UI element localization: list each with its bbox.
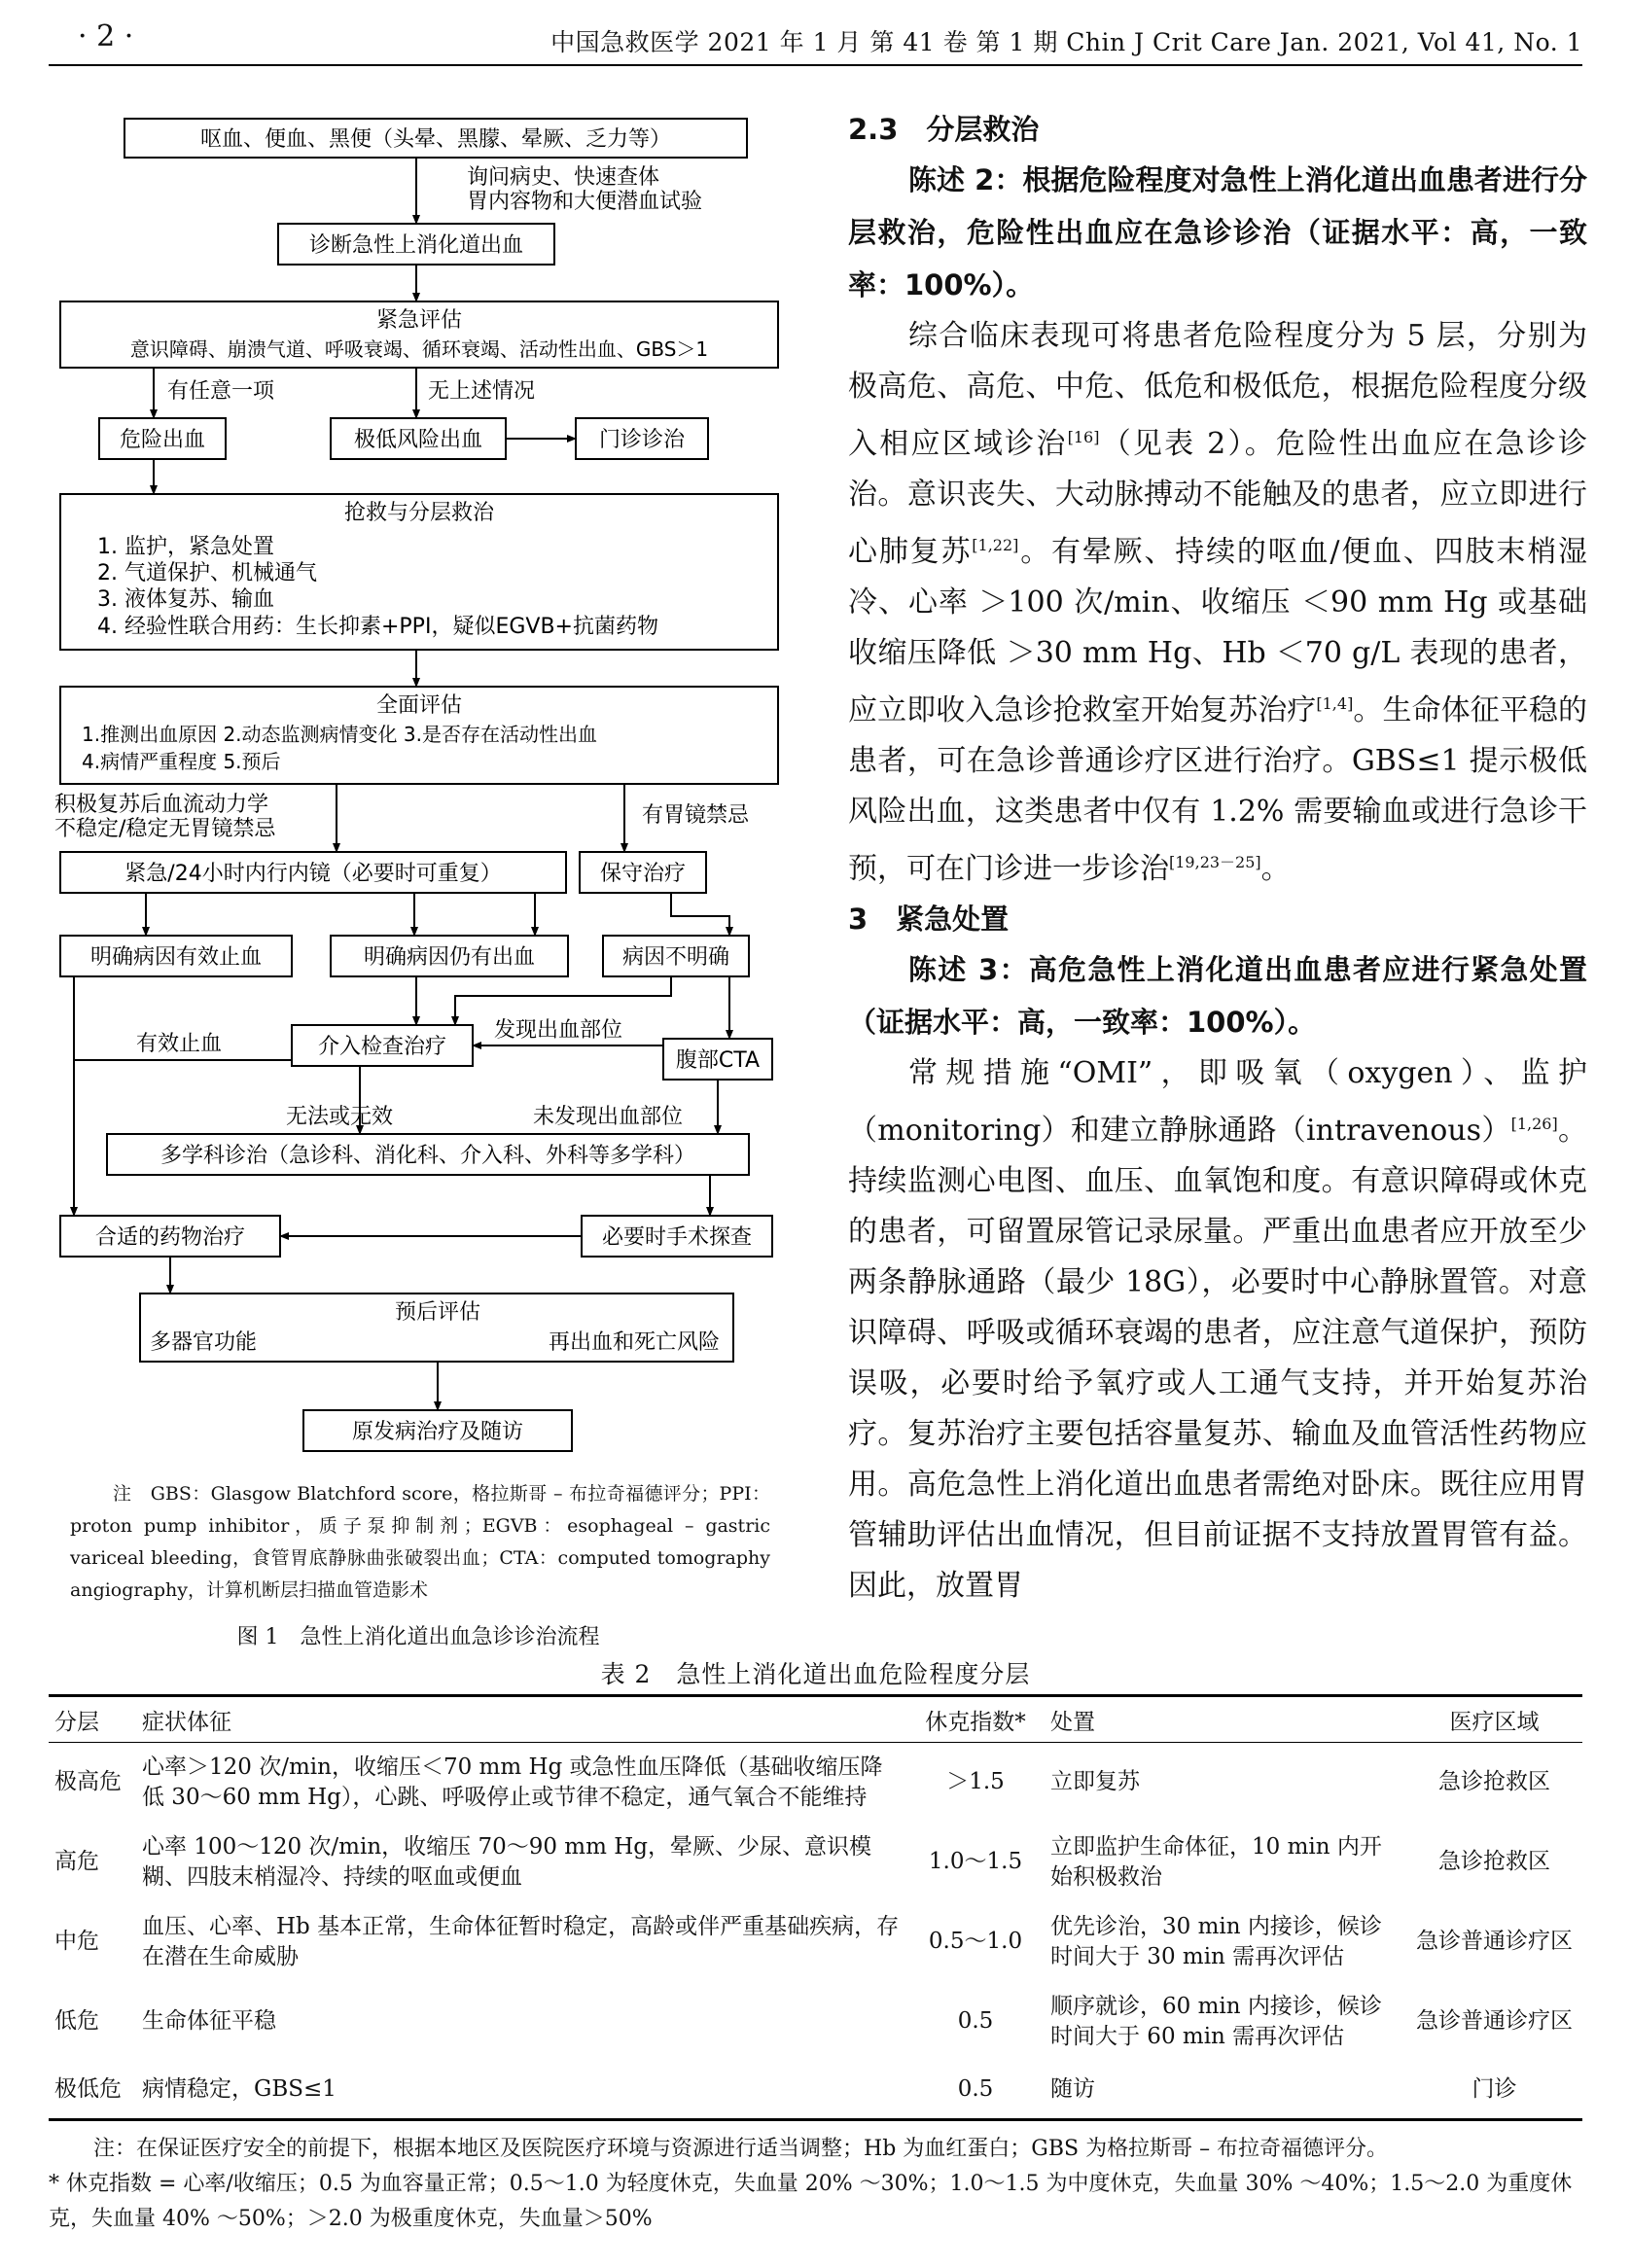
fc-mdt: 多学科诊治（急诊科、消化科、介入科、外科等多学科）	[160, 1144, 696, 1168]
fc-right-cond: 有胃镜禁忌	[642, 803, 750, 828]
table-cell: 优先诊治，30 min 内接诊，候诊时间大于 30 min 需再次评估	[1050, 1913, 1382, 1969]
p1-text-d: 。生命体征平稳的患者，可在急诊普通诊疗区进行治疗。GBS≤1 提示极低风险出血，这类患者中仅有 1.2% 需要输血或进行急诊干预，可在门诊进一步诊治	[848, 693, 1587, 886]
paragraph-2	[848, 1048, 1587, 1612]
table-title: 表 2 急性上消化道出血危险程度分层	[600, 1660, 1031, 1688]
table-cell: 急诊普通诊疗区	[1416, 2008, 1573, 2034]
paragraph-1	[848, 311, 1587, 895]
table-note-1: 注：在保证医疗安全的前提下，根据本地区及医院医疗环境与资源进行适当调整；Hb 为血红蛋白；GBS 为格拉斯哥 – 布拉奇福德评分。	[93, 2137, 1389, 2161]
fc-cause-unknown: 病因不明确	[621, 945, 730, 970]
fc-arrow	[671, 893, 729, 936]
fc-prognosis-left: 多器官功能	[150, 1330, 258, 1355]
citation: [1,22]	[972, 536, 1019, 554]
statement-3: 陈述 3：高危急性上消化道出血患者应进行紧急处置（证据水平：高，一致率：100%）。	[848, 953, 1587, 1039]
fc-not-found: 未发现出血部位	[533, 1105, 684, 1129]
p1-text-e: 。	[1260, 852, 1291, 886]
fc-branch-any: 有任意一项	[167, 379, 275, 404]
page-number: · 2 ·	[78, 19, 134, 53]
table-cell: 0.5	[957, 2008, 994, 2034]
fc-note2: 胃内容物和大便潜血试验	[467, 190, 703, 214]
table-header: 医疗区域	[1449, 1709, 1540, 1735]
fc-full-title: 全面评估	[375, 693, 463, 718]
journal-header: 中国急救医学 2021 年 1 月 第 41 卷 第 1 期 Chin J Crit Care Jan. 2021, Vol 41, No. 1	[550, 28, 1582, 56]
table-cell: 低危	[54, 2008, 99, 2034]
fc-surgery: 必要时手术探查	[601, 1225, 753, 1250]
p1-text-c: 。有晕厥、持续的呕血/便血、四肢末梢湿冷、心率 ＞100 次/min、收缩压 ＜90 mm Hg 或基础收缩压降低 ＞30 mm Hg、Hb ＜70 g/L 表现的患者，应立即收入急诊抢救室开始复苏治疗	[848, 535, 1588, 727]
risk-table	[49, 1694, 1582, 2121]
fc-primary: 原发病治疗及随访	[351, 1420, 524, 1444]
fc-rescue-title: 抢救与分层救治	[343, 501, 495, 525]
fc-diagnose: 诊断急性上消化道出血	[308, 233, 524, 258]
table-cell: 心率 100～120 次/min，收缩压 70～90 mm Hg，晕厥、少尿、意识模糊、四肢末梢湿冷、持续的呕血或便血	[142, 1833, 872, 1890]
table-cell: 急诊普通诊疗区	[1416, 1929, 1573, 1954]
table-header-row	[49, 1696, 1582, 1743]
table-cell: 随访	[1050, 2076, 1095, 2103]
fc-prognosis-right: 再出血和死亡风险	[548, 1330, 720, 1355]
fc-start: 呕血、便血、黑便（头晕、黑朦、晕厥、乏力等）	[199, 127, 672, 152]
p1-text-a: 综合临床表现可将患者危险程度分为 5 层，分别为极高危、高危、中危、低危和极低危，根据危险程度分级入相应区域诊治	[848, 319, 1587, 461]
fc-effective: 有效止血	[136, 1032, 223, 1056]
table-header: 休克指数*	[925, 1709, 1026, 1735]
table-cell: ＞1.5	[946, 1769, 1005, 1795]
fc-urgent-title: 紧急评估	[375, 308, 463, 333]
table-cell: 极高危	[54, 1769, 122, 1795]
table-cell: 急诊抢救区	[1438, 1769, 1550, 1795]
table-cell: 顺序就诊，60 min 内接诊，候诊时间大于 60 min 需再次评估	[1050, 1993, 1382, 2049]
p2-text-b: 。持续监测心电图、血压、血氧饱和度。有意识障碍或休克的患者，可留置尿管记录尿量。严重出血患者应开放至少两条静脉通路（最少 18G），必要时中心静脉置管。对意识障碍、呼吸或循环衰竭的患者，应注意气道保护，预防误吸，必要时给予氧疗或人工通气支持，并开始复苏治疗。复苏治疗主要包括容量复苏、输血及血管活性药物应用。高危急性上消化道出血患者需绝对卧床。既往应用胃管辅助评估出血情况，但目前证据不支持放置胃管有益。因此，放置胃	[848, 1114, 1587, 1603]
table-cell: 立即复苏	[1050, 1769, 1140, 1795]
citation: [19,23－25]	[1169, 853, 1261, 871]
fc-endoscopy: 紧急/24小时内行内镜（必要时可重复）	[124, 862, 502, 886]
right-column	[848, 105, 1587, 1612]
table-row	[49, 1982, 1582, 2062]
table-row	[49, 1902, 1582, 1982]
fc-danger: 危险出血	[119, 428, 206, 452]
table-cell: 高危	[54, 1849, 99, 1874]
fc-rescue-1: 1. 监护，紧急处置	[97, 535, 274, 559]
citation: [1,26]	[1510, 1115, 1558, 1133]
fc-intervention: 介入检查治疗	[317, 1035, 447, 1059]
table-header: 症状体征	[142, 1709, 231, 1735]
fc-left-cond2: 不稳定/稳定无胃镜禁忌	[54, 817, 276, 841]
fc-branch-none: 无上述情况	[428, 379, 536, 404]
header-rule	[49, 64, 1582, 66]
fc-cause-bleeding: 明确病因仍有出血	[363, 945, 536, 970]
table-row	[49, 1823, 1582, 1902]
table-cell: 生命体征平稳	[142, 2008, 276, 2034]
figure-note: 注 GBS：Glasgow Blatchford score，格拉斯哥 – 布拉奇福德评分；PPI：proton pump inhibitor，质子泵抑制剂；EGVB：esophageal – gastric variceal bleeding，食管胃底静脉曲张破裂出血；CTA：computed tomography angiography，计算机断层扫描血管造影术	[70, 1483, 770, 1601]
table-cell: 立即监护生命体征，10 min 内开始积极救治	[1050, 1833, 1382, 1890]
fc-full-1: 1.推测出血原因 2.动态监测病情变化 3.是否存在活动性出血	[82, 723, 597, 746]
table-cell: 急诊抢救区	[1438, 1849, 1550, 1874]
table-cell: 心率＞120 次/min，收缩压＜70 mm Hg 或急性血压降低（基础收缩压降低 30～60 mm Hg），心跳、呼吸停止或节律不稳定，通气氧合不能维持	[142, 1754, 883, 1810]
table-cell: 0.5	[957, 2076, 994, 2103]
fc-outpatient: 门诊诊治	[598, 428, 686, 452]
p2-text-a: 常规措施“OMI”，即吸氧（oxygen）、监护（monitoring）和建立静脉通路（intravenous）	[848, 1056, 1587, 1148]
p1-text-b: （见表 2）。危险性出血应在急诊诊治。意识丧失、大动脉搏动不能触及的患者，应立即进行心肺复苏	[848, 427, 1588, 569]
table-header: 处置	[1050, 1709, 1095, 1735]
table-row	[49, 1743, 1582, 1823]
fc-cause-stopped: 明确病因有效止血	[89, 945, 263, 970]
table-note-2: * 休克指数 = 心率/收缩压；0.5 为血容量正常；0.5～1.0 为轻度休克，失血量 20% ～30%；1.0～1.5 为中度休克，失血量 30% ～40%；1.5～2.0 为重度休克，失血量 40% ～50%；＞2.0 为极重度休克，失血量＞50%	[49, 2172, 1573, 2231]
fc-rescue-3: 3. 液体复苏、输血	[97, 587, 274, 612]
table-cell: 极低危	[54, 2076, 122, 2103]
table-cell: 中危	[54, 1929, 99, 1954]
table-cell: 病情稳定，GBS≤1	[142, 2076, 337, 2103]
flowchart	[49, 97, 788, 1464]
fc-urgent-items: 意识障碍、崩溃气道、呼吸衰竭、循环衰竭、活动性出血、GBS＞1	[129, 337, 709, 361]
citation: [16]	[1067, 428, 1100, 446]
table-cell: 门诊	[1471, 2076, 1517, 2103]
table-cell: 1.0～1.5	[928, 1849, 1023, 1874]
fc-conservative: 保守治疗	[599, 862, 687, 886]
table-note	[49, 2132, 1582, 2237]
fc-prognosis-title: 预后评估	[394, 1300, 481, 1325]
fc-rescue-4: 4. 经验性联合用药：生长抑素+PPI，疑似EGVB+抗菌药物	[97, 615, 658, 639]
table-row	[49, 2062, 1582, 2120]
fc-lowrisk: 极低风险出血	[353, 428, 483, 452]
statement-2: 陈述 2：根据危险程度对急性上消化道出血患者进行分层救治，危险性出血应在急诊诊治（证据水平：高，一致率：100%）。	[848, 163, 1587, 301]
fc-found-site: 发现出血部位	[494, 1018, 623, 1043]
fc-rescue-2: 2. 气道保护、机械通气	[97, 561, 317, 585]
fc-full-2: 4.病情严重程度 5.预后	[82, 750, 281, 773]
table-header: 分层	[54, 1709, 99, 1735]
table-cell: 0.5～1.0	[928, 1929, 1023, 1954]
table-cell: 血压、心率、Hb 基本正常，生命体征暂时稳定，高龄或伴严重基础疾病，存在潜在生命威胁	[142, 1913, 900, 1969]
section-3: 3 紧急处置	[848, 903, 1010, 936]
figure-caption: 图 1 急性上消化道出血急诊诊治流程	[236, 1625, 600, 1649]
fc-drug: 合适的药物治疗	[94, 1225, 246, 1250]
fc-ineffective: 无法或无效	[286, 1105, 394, 1129]
section-2-3: 2.3 分层救治	[848, 113, 1040, 146]
fc-cta: 腹部CTA	[675, 1048, 761, 1073]
citation: [1,4]	[1316, 694, 1354, 713]
fc-note1: 询问病史、快速查体	[467, 165, 660, 190]
fc-left-cond1: 积极复苏后血流动力学	[54, 793, 269, 817]
